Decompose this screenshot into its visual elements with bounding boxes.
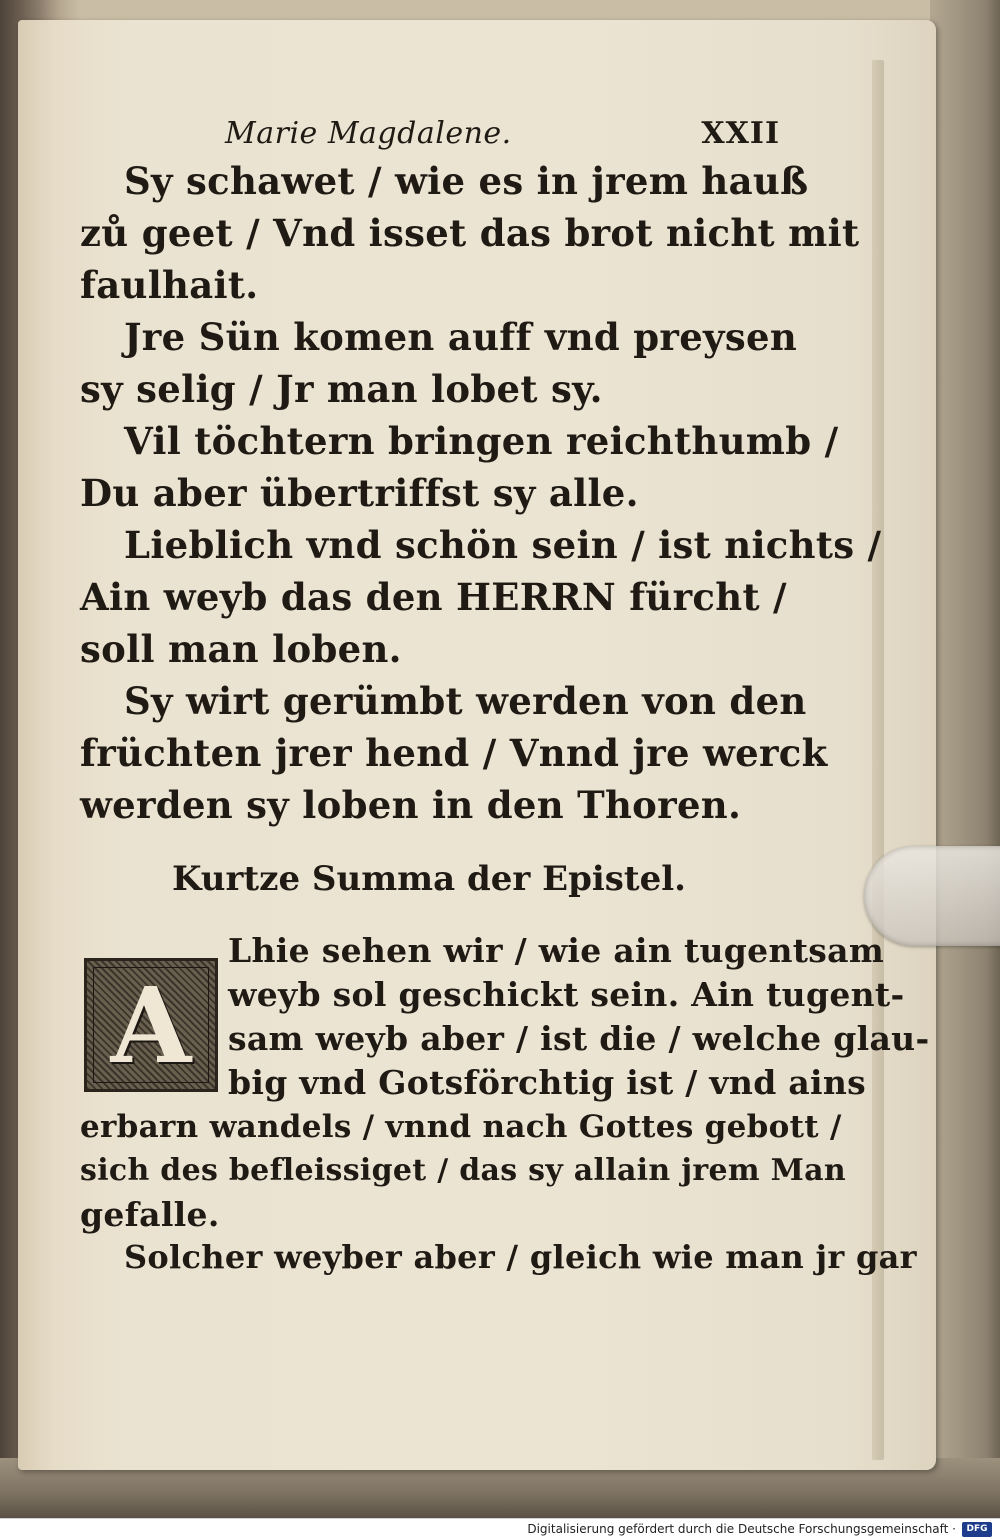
summary-line: Lhie sehen wir / wie ain tugentsam	[228, 931, 885, 970]
section-heading: Kurtze Summa der Epistel.	[172, 859, 687, 899]
text-line: Vil töchtern bringen reichthumb /	[124, 419, 839, 463]
summary-line: erbarn wandels / vnnd nach Gottes gebott /	[80, 1109, 842, 1145]
text-line: Jre Sün komen auff vnd preysen	[124, 315, 798, 359]
summary-line: sam weyb aber / ist die / welche glau-	[228, 1019, 930, 1058]
summary-line: weyb sol geschickt sein. Ain tugent-	[228, 975, 905, 1014]
text-line: Sy schawet / wie es in jrem hauß	[124, 159, 809, 203]
text-line: früchten jrer hend / Vnnd jre werck	[80, 731, 828, 775]
initial-letter: A	[93, 967, 209, 1083]
text-line: Du aber übertriffst sy alle.	[80, 471, 639, 515]
page-header	[80, 108, 780, 158]
binding-board-right	[930, 0, 1000, 1518]
text-line: faulhait.	[80, 263, 259, 307]
summary-line: gefalle.	[80, 1195, 220, 1234]
text-line: Ain weyb das den HERRN fürcht /	[80, 575, 787, 619]
decorated-initial	[84, 958, 218, 1092]
text-line: zů geet / Vnd isset das brot nicht mit	[80, 211, 860, 255]
text-line: werden sy loben in den Thoren.	[80, 783, 742, 827]
text-line: Lieblich vnd schön sein / ist nichts /	[124, 523, 882, 567]
page-clip	[864, 846, 1000, 946]
dfg-logo: DFG	[962, 1522, 992, 1537]
text-line: soll man loben.	[80, 627, 402, 671]
text-line: Sy wirt gerümbt werden von den	[124, 679, 807, 723]
summary-line: sich des befleissiget / das sy allain jrem Man	[80, 1153, 847, 1188]
footer-bar	[0, 1518, 1000, 1540]
funding-credit: Digitalisierung gefördert durch die Deutsche Forschungsgemeinschaft ·	[527, 1522, 956, 1536]
summary-line: big vnd Gotsförchtig ist / vnd ains	[228, 1063, 867, 1102]
folio-number: XXII	[701, 116, 780, 151]
text-line: sy selig / Jr man lobet sy.	[80, 367, 603, 411]
running-head: Marie Magdalene.	[225, 116, 512, 151]
summary-line: Solcher weyber aber / gleich wie man jr gar	[124, 1238, 917, 1276]
